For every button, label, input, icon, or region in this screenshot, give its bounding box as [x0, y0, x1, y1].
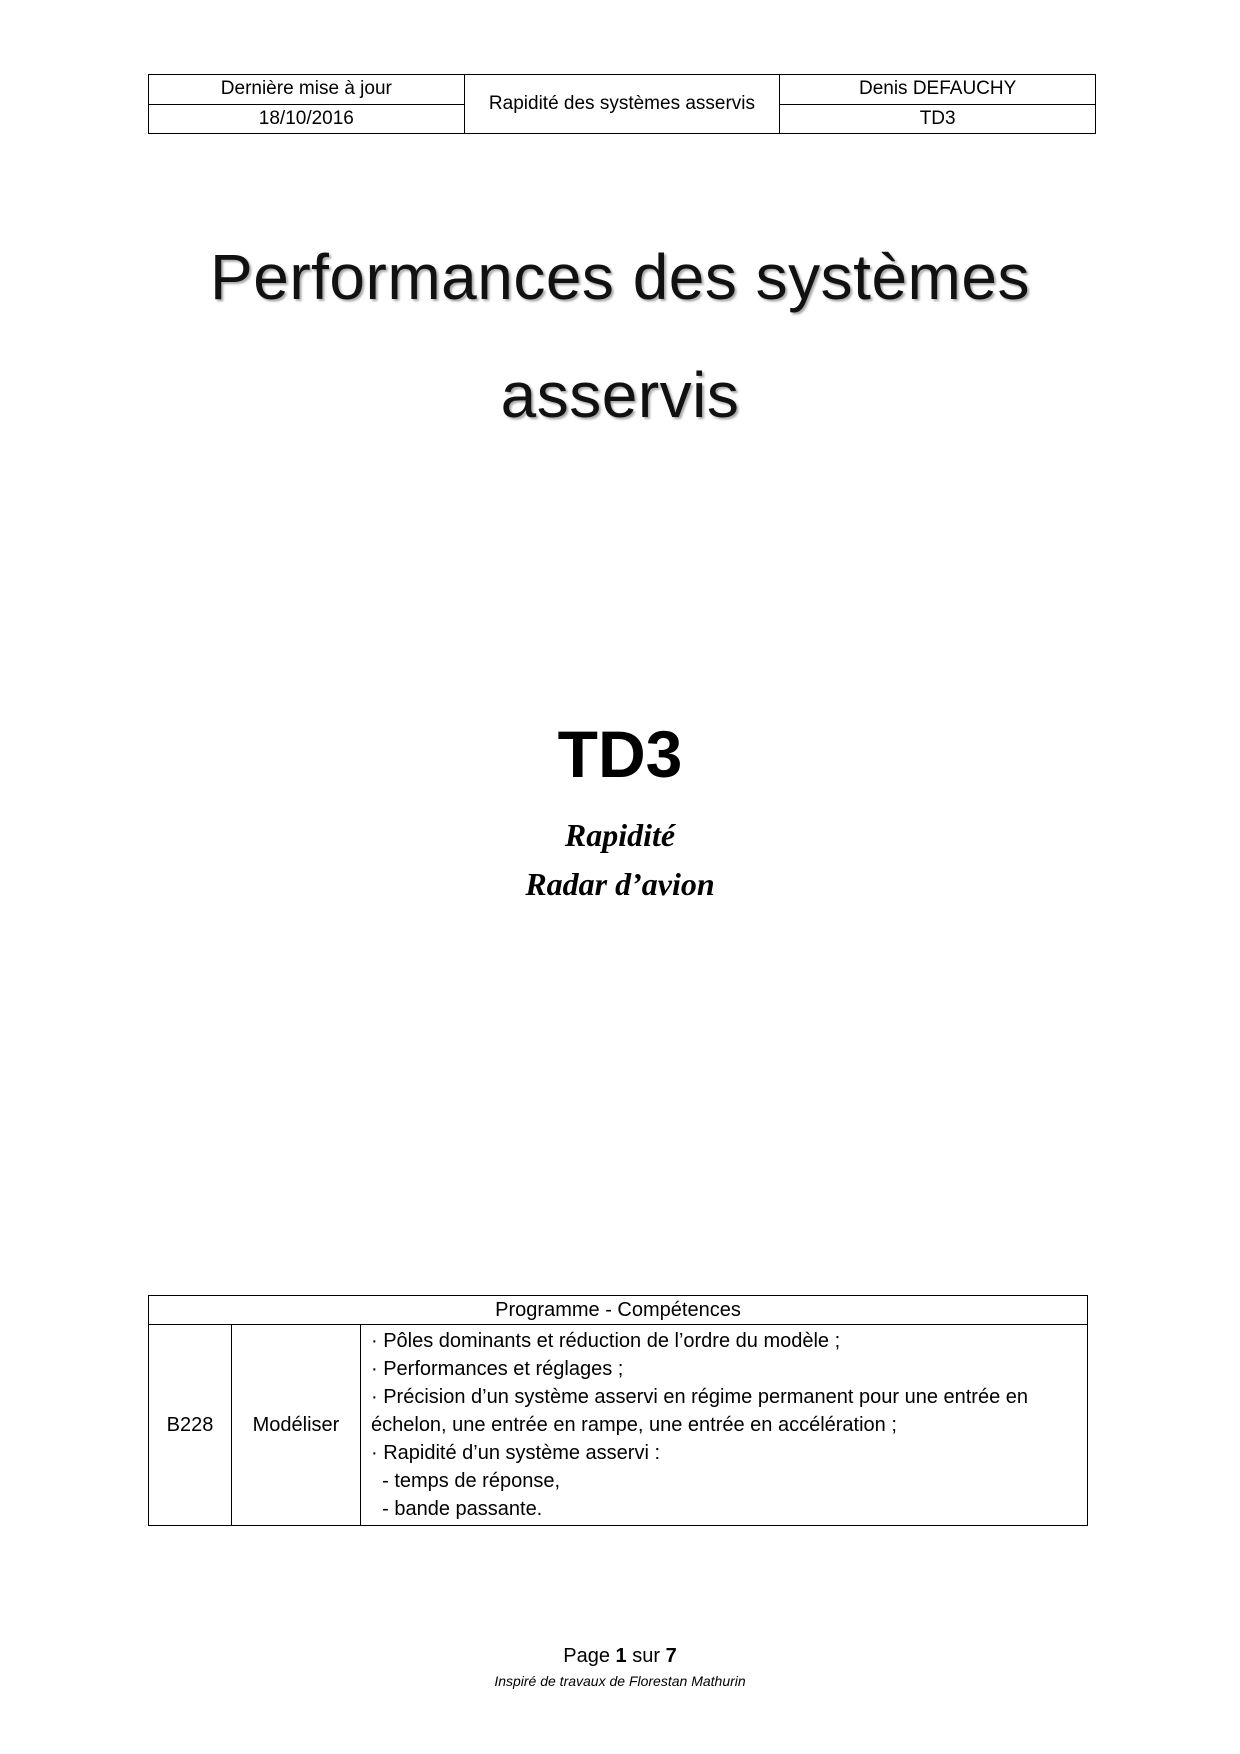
page-separator: sur — [632, 1645, 661, 1667]
competence-item: - bande passante. — [371, 1498, 543, 1520]
main-title — [0, 218, 1240, 454]
doc-code: TD3 — [780, 104, 1096, 134]
competence-item: · Performances et réglages ; — [371, 1358, 624, 1380]
subtitle-topic: Rapidité — [564, 817, 676, 853]
competence-item: - temps de réponse, — [371, 1470, 560, 1492]
document-header — [148, 74, 1096, 134]
competence-item: · Rapidité d’un système asservi : — [371, 1442, 661, 1464]
competence-item: · Précision d’un système asservi en régime permanent pour une entrée en échelon, une entrée en rampe, une entrée en accélération ; — [371, 1386, 1034, 1436]
page-current: 1 — [615, 1645, 627, 1667]
competences-table — [148, 1295, 1088, 1526]
footer-credit: Inspiré de travaux de Florestan Mathurin — [494, 1673, 746, 1689]
td-number: TD3 — [557, 717, 683, 791]
last-update-label: Dernière mise à jour — [149, 75, 465, 105]
page-number — [0, 1643, 1240, 1669]
competence-item: · Pôles dominants et réduction de l’ordre du modèle ; — [371, 1330, 841, 1352]
competence-domain: Modéliser — [232, 1325, 361, 1526]
last-update-date: 18/10/2016 — [149, 104, 465, 134]
page-total: 7 — [665, 1645, 677, 1667]
main-title-line1: Performances des systèmes — [210, 241, 1030, 313]
subtitle-system: Radar d’avion — [525, 866, 715, 902]
competence-items — [361, 1325, 1088, 1526]
page-prefix: Page — [563, 1645, 610, 1667]
competence-code: B228 — [149, 1325, 232, 1526]
main-title-line2: asservis — [500, 359, 740, 431]
course-title: Rapidité des systèmes asservis — [464, 75, 780, 134]
author-name: Denis DEFAUCHY — [780, 75, 1096, 105]
competences-title: Programme - Compétences — [149, 1296, 1088, 1325]
